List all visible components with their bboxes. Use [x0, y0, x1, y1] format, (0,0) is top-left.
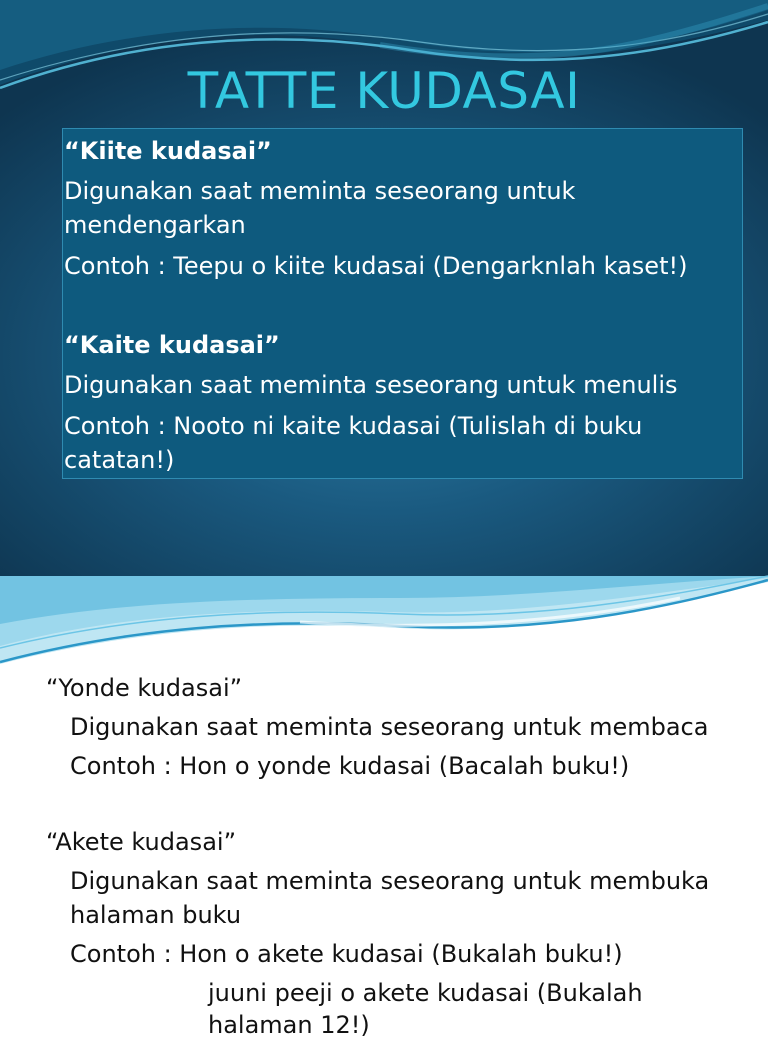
page-title: TATTE KUDASAI: [187, 62, 581, 120]
kaite-example-line-1: Contoh : Nooto ni kaite kudasai (Tulislah di buku: [64, 412, 643, 440]
yonde-heading: “Yonde kudasai”: [46, 674, 243, 702]
akete-example-2-line-1: juuni peeji o akete kudasai (Bukalah: [208, 979, 643, 1007]
yonde-example: Contoh : Hon o yonde kudasai (Bacalah buku!): [70, 752, 630, 780]
kiite-example: Contoh : Teepu o kiite kudasai (Dengarknlah kaset!): [64, 252, 688, 280]
kiite-heading: “Kiite kudasai”: [64, 137, 272, 165]
slide-2: [0, 576, 768, 1039]
yonde-description: Digunakan saat meminta seseorang untuk membaca: [70, 713, 709, 741]
akete-example-2-line-2: halaman 12!): [208, 1011, 370, 1039]
kaite-example-line-2: catatan!): [64, 446, 175, 474]
kiite-description-line-1: Digunakan saat meminta seseorang untuk: [64, 177, 576, 205]
akete-description-line-2: halaman buku: [70, 901, 242, 929]
akete-heading: “Akete kudasai”: [46, 828, 236, 856]
kaite-description: Digunakan saat meminta seseorang untuk menulis: [64, 371, 678, 399]
akete-example: Contoh : Hon o akete kudasai (Bukalah buku!): [70, 940, 623, 968]
akete-description-line-1: Digunakan saat meminta seseorang untuk membuka: [70, 867, 710, 895]
wave-decoration-light: [0, 576, 768, 666]
kiite-description-line-2: mendengarkan: [64, 211, 246, 239]
kaite-heading: “Kaite kudasai”: [64, 331, 280, 359]
